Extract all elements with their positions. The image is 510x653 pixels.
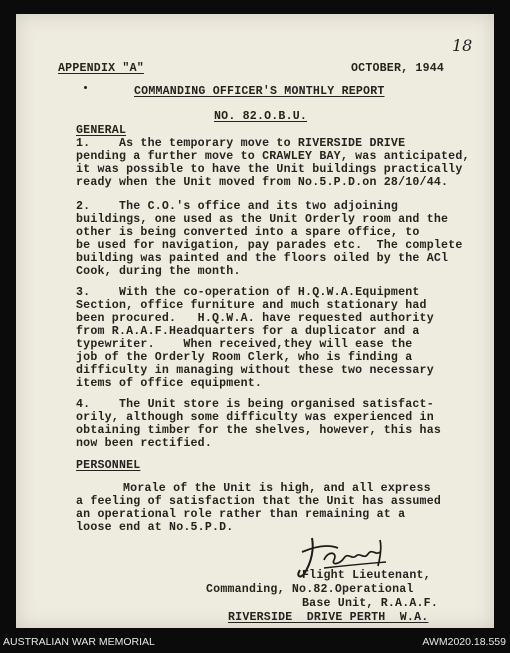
paragraph-line: be used for navigation, pay parades etc. The complete [76,239,463,252]
paragraph-line: building was painted and the floors oiled by the ACl [76,252,449,265]
paragraph-line: ready when the Unit moved from No.5.P.D.on 28/10/44. [76,176,449,189]
paragraph-line: items of office equipment. [76,377,263,390]
paragraph-line: from R.A.A.F.Headquarters for a duplicator and a [76,325,420,338]
paragraph-line: difficulty in managing without these two necessary [76,364,434,377]
punch-mark [84,86,87,89]
appendix-label: APPENDIX "A" [58,62,144,75]
paragraph-line: pending a further move to CRAWLEY BAY, was anticipated, [76,150,470,163]
signatory-command: Commanding, No.82.Operational [206,583,414,596]
paragraph-line: 3. With the co-operation of H.Q.W.A.Equipment [76,286,420,299]
footer-accession-number: AWM2020.18.559 [422,636,506,648]
paragraph-line: loose end at No.5.P.D. [76,521,234,534]
section-personnel-heading: PERSONNEL [76,459,141,472]
paragraph-line: Section, office furniture and much stationary had [76,299,427,312]
signatory-unit: Base Unit, R.A.A.F. [302,597,438,610]
unit-heading: NO. 82.O.B.U. [214,110,308,123]
signatory-rank: Flight Lieutenant, [302,569,431,582]
paragraph-line: orily, although some difficulty was experienced in [76,411,434,424]
section-general-heading: GENERAL [76,124,127,137]
signatory-location: RIVERSIDE DRIVE PERTH W.A. [228,611,429,624]
paragraph-line: typewriter. When received,they will ease the [76,338,413,351]
paragraph-line: been procured. H.Q.W.A. have requested authority [76,312,434,325]
paragraph-line: obtaining timber for the shelves, however, this has [76,424,442,437]
paragraph-line: a feeling of satisfaction that the Unit has assumed [76,495,442,508]
paragraph-line: 2. The C.O.'s office and its two adjoining [76,200,399,213]
paragraph-line: 1. As the temporary move to RIVERSIDE DRIVE [76,137,406,150]
paragraph-line: Cook, during the month. [76,265,241,278]
handwritten-page-number: 18 [452,36,473,55]
paragraph-line: buildings, one used as the Unit Orderly room and the [76,213,449,226]
paragraph-line: now been rectified. [76,437,212,450]
report-date: OCTOBER, 1944 [351,62,445,75]
paragraph-line: other is being converted into a spare office, to [76,226,420,239]
paragraph-line: an operational role rather than remaining at a [76,508,406,521]
report-title: COMMANDING OFFICER'S MONTHLY REPORT [134,85,385,98]
footer-credit: AUSTRALIAN WAR MEMORIAL [3,636,155,648]
paragraph-line: it was possible to have the Unit buildings practically [76,163,463,176]
paragraph-line: Morale of the Unit is high, and all express [123,482,431,495]
paragraph-line: job of the Orderly Room Clerk, who is finding a [76,351,413,364]
paragraph-line: 4. The Unit store is being organised satisfact- [76,398,434,411]
